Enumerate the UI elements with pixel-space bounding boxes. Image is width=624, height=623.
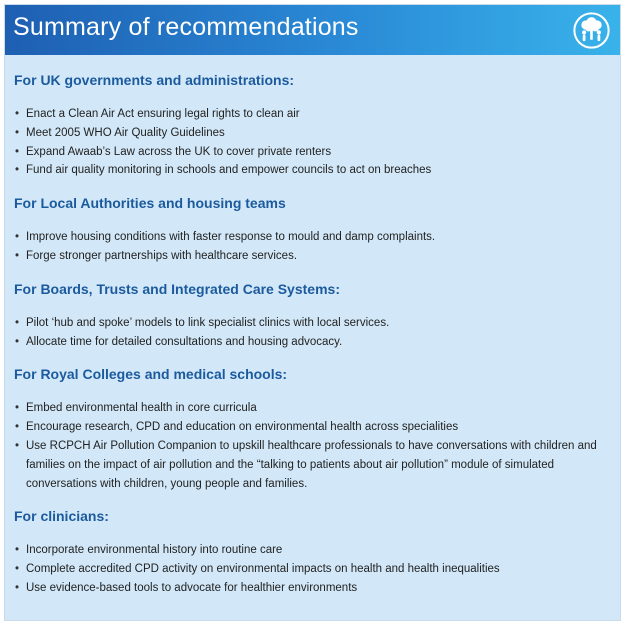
list-item: • Forge stronger partnerships with healthcare services. (14, 247, 610, 266)
section-list-boards-trusts (14, 314, 610, 352)
section-heading-royal-colleges: For Royal Colleges and medical schools: (14, 366, 288, 383)
section-heading-local-authorities: For Local Authorities and housing teams (14, 195, 286, 212)
list-item: • Use evidence-based tools to advocate for healthier environments (14, 579, 610, 598)
section-heading-boards-trusts: For Boards, Trusts and Integrated Care Systems: (14, 280, 340, 297)
list-item: • Meet 2005 WHO Air Quality Guidelines (14, 124, 610, 143)
list-item: • Pilot ‘hub and spoke’ models to link specialist clinics with local services. (14, 314, 610, 333)
list-item: • Embed environmental health in core curricula (14, 399, 610, 418)
list-item: • Allocate time for detailed consultations and housing advocacy. (14, 333, 610, 352)
recommendations-panel (4, 4, 621, 621)
recommendations-content (14, 71, 610, 612)
section-list-local-authorities (14, 228, 610, 266)
list-item: • Encourage research, CPD and education on environmental health across specialities (14, 418, 610, 437)
section-list-uk-governments (14, 105, 610, 180)
section-list-clinicians (14, 541, 610, 597)
header-bar (5, 5, 620, 55)
list-item: • Improve housing conditions with faster response to mould and damp complaints. (14, 228, 610, 247)
page-title: Summary of recommendations (13, 13, 359, 41)
list-item: • Expand Awaab’s Law across the UK to cover private renters (14, 143, 610, 162)
list-item: • Enact a Clean Air Act ensuring legal rights to clean air (14, 105, 610, 124)
list-item: • Use RCPCH Air Pollution Companion to upskill healthcare professionals to have conversations with children and families on the impact of air pollution and the “talking to patients about air pollution” module of simulated conversations with children, young people and families. (14, 437, 610, 493)
section-heading-clinicians: For clinicians: (14, 508, 109, 525)
list-item: • Fund air quality monitoring in schools and empower councils to act on breaches (14, 161, 610, 180)
section-list-royal-colleges (14, 399, 610, 493)
list-item: • Complete accredited CPD activity on environmental impacts on health and health inequalities (14, 560, 610, 579)
section-heading-uk-governments: For UK governments and administrations: (14, 72, 295, 88)
list-item: • Incorporate environmental history into routine care (14, 541, 610, 560)
children-tree-icon (573, 12, 610, 49)
